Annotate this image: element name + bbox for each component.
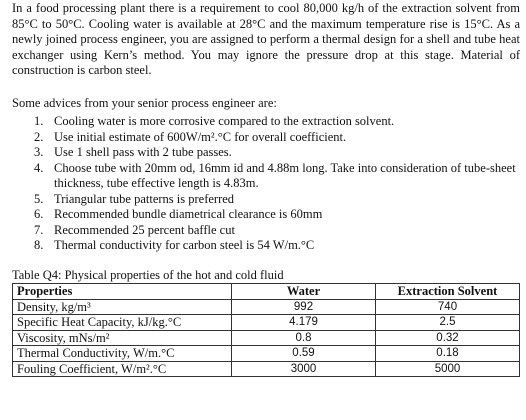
property-name: Viscosity, mNs/m² [13, 330, 232, 346]
advice-item [34, 192, 518, 208]
solvent-value: 5000 [376, 361, 520, 377]
advice-number: 6. [34, 207, 44, 221]
water-value: 0.59 [232, 346, 376, 362]
property-name: Fouling Coefficient, W/m².°C [13, 361, 232, 377]
table-row [13, 361, 520, 377]
advice-item [34, 238, 518, 254]
advice-number: 7. [34, 222, 44, 237]
advice-text: Recommended bundle diametrical clearance is 60mm [54, 207, 323, 221]
advice-item [34, 223, 518, 239]
advice-text: Use 1 shell pass with 2 tube passes. [54, 145, 232, 159]
column-header-water: Water [232, 284, 376, 300]
column-header-properties: Properties [13, 284, 232, 300]
table-header-row [13, 284, 520, 300]
table-caption: Table Q4: Physical properties of the hot and cold fluid [12, 268, 284, 282]
table-row [13, 315, 520, 331]
properties-table [12, 283, 520, 377]
property-name: Density, kg/m³ [13, 299, 232, 315]
water-value: 992 [232, 299, 376, 315]
solvent-value: 0.18 [376, 346, 520, 362]
table-row [13, 299, 520, 315]
advice-number: 3. [34, 145, 44, 159]
problem-statement: In a food processing plant there is a requirement to cool 80,000 kg/h of the extraction solvent from 85°C to 50°C. Cooling water is available at 28°C and the maximum temperature rise is 15°C. As a newly joined process engineer, you are assigned to perform a thermal design for a shell and tube heat exchanger using Kern’s method. You may ignore the pressure drop at this stage. Material of construction is carbon steel. [12, 1, 520, 77]
advice-number: 5. [34, 191, 44, 206]
table-row [13, 330, 520, 346]
advice-item [34, 114, 518, 130]
solvent-value: 0.32 [376, 330, 520, 346]
advice-text: Thermal conductivity for carbon steel is 54 W/m.°C [54, 238, 315, 252]
advice-item [34, 130, 518, 146]
advice-number: 1. [34, 114, 44, 128]
water-value: 0.8 [232, 330, 376, 346]
advice-number: 2. [34, 129, 44, 144]
advice-text: Cooling water is more corrosive compared to the extraction solvent. [54, 114, 395, 128]
advice-list [34, 114, 518, 254]
advice-number: 4. [34, 160, 44, 175]
advice-text: Use initial estimate of 600W/m².°C for overall coefficient. [54, 129, 347, 144]
advice-item [34, 145, 518, 161]
advice-text: Recommended 25 percent baffle cut [54, 222, 235, 237]
column-header-solvent: Extraction Solvent [376, 284, 520, 300]
advice-item [34, 207, 518, 223]
advice-heading: Some advices from your senior process engineer are: [12, 96, 277, 110]
water-value: 3000 [232, 361, 376, 377]
water-value: 4.179 [232, 315, 376, 331]
table-row [13, 346, 520, 362]
advice-text: Triangular tube patterns is preferred [54, 191, 235, 206]
property-name: Specific Heat Capacity, kJ/kg.°C [13, 315, 232, 331]
advice-number: 8. [34, 238, 44, 252]
property-name: Thermal Conductivity, W/m.°C [13, 346, 232, 362]
advice-item [34, 161, 518, 192]
solvent-value: 2.5 [376, 315, 520, 331]
advice-text: Choose tube with 20mm od, 16mm id and 4.88m long. Take into consideration of tube-sheet thickness, tube effective length is 4.83m. [54, 160, 516, 190]
solvent-value: 740 [376, 299, 520, 315]
